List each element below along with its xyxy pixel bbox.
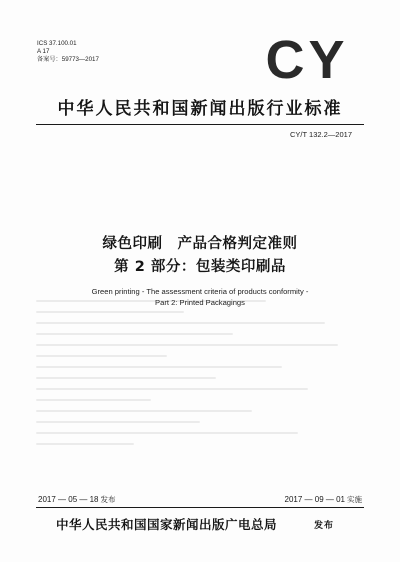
filing-number: 备案号：59773—2017 bbox=[37, 56, 99, 63]
standard-number: CY/T 132.2—2017 bbox=[290, 130, 352, 139]
document-title-line-1: 绿色印刷 产品合格判定准则 bbox=[102, 236, 298, 252]
issued-label: 发布 bbox=[314, 521, 335, 531]
implement-date-value: 2017 — 09 — 01 bbox=[284, 495, 345, 504]
cy-logo bbox=[252, 32, 362, 84]
english-title-line-2: Part 2: Printed Packagings bbox=[155, 298, 245, 307]
ics-code: ICS 37.100.01 bbox=[37, 40, 77, 47]
classification-block bbox=[37, 40, 99, 64]
class-code: A 17 bbox=[37, 48, 50, 55]
publish-date bbox=[38, 494, 115, 505]
header-rule bbox=[36, 124, 364, 125]
standard-category-title: 中华人民共和国新闻出版行业标准 bbox=[57, 99, 343, 119]
bleed-through-texture bbox=[36, 300, 364, 460]
english-title-line-1: Green printing - The assessment criteria of products conformity - bbox=[91, 287, 309, 296]
publish-verb: 发布 bbox=[100, 495, 116, 504]
implement-date bbox=[285, 494, 362, 505]
implement-verb: 实施 bbox=[347, 495, 362, 504]
publish-date-value: 2017 — 05 — 18 bbox=[38, 495, 99, 504]
footer-rule bbox=[36, 507, 364, 508]
document-title-line-2: 第 2 部分：包装类印刷品 bbox=[114, 259, 286, 275]
issuing-authority: 中华人民共和国国家新闻出版广电总局 bbox=[56, 517, 278, 532]
logo-lettering: CY bbox=[265, 32, 349, 84]
